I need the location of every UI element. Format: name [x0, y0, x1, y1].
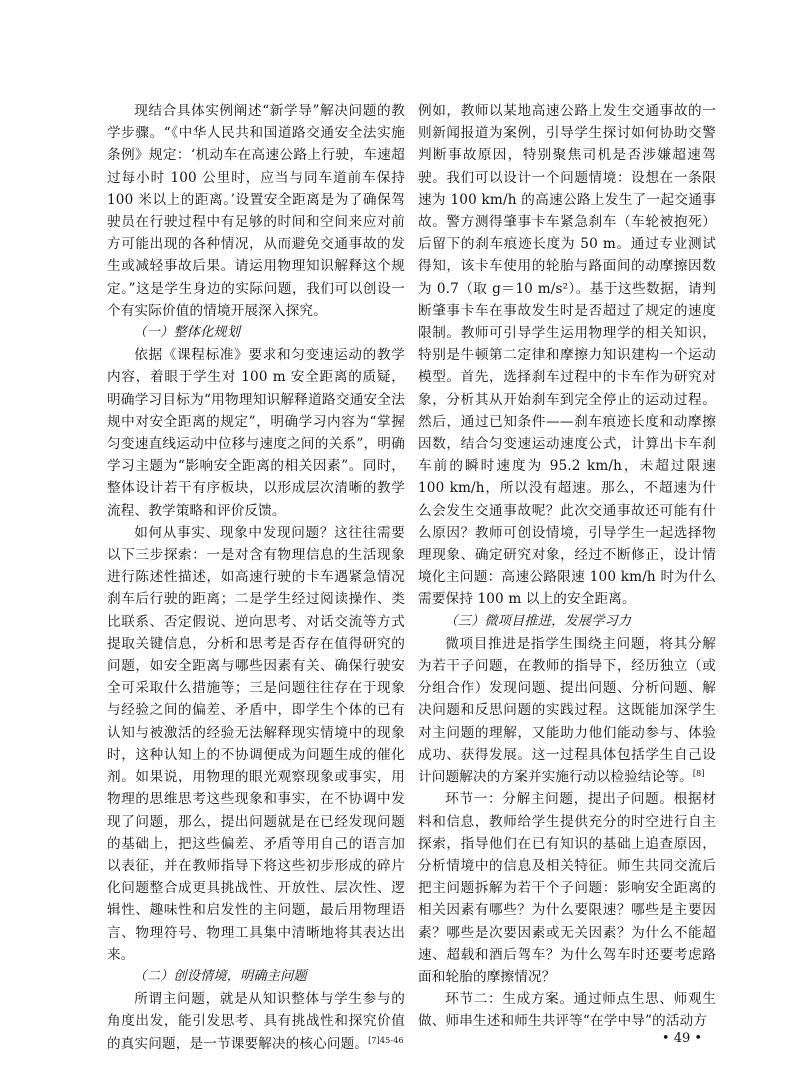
paragraph-example: 例如，教师以某地高速公路上发生交通事故的一则新闻报道为案例，引导学生探讨如何协助交警判断事故原因，特别聚焦司机是否涉嫌超速驾驶。我们可以设计一个问题情境：设想在一条限速为 100 km/h 的高速公路上发生了一起交通事故。警方测得肇事卡车紧急刹车（车轮被抱死）后留下的刹车痕迹长度为 50 m。通过专业测试得知，该卡车使用的轮胎与路面间的动摩擦因数为 0.7（取 g＝10 m/s²）。基于这些数据，请判断肇事卡车在事故发生时是否超过了规定的速度限制。教师可引导学生运用物理学的相关知识，特别是牛顿第二定律和摩擦力知识建构一个运动模型。首先，选择刹车过程中的卡车作为研究对象，分析其从开始刹车到完全停止的运动过程。然后，通过已知条件——刹车痕迹长度和动摩擦因数，结合匀变速运动速度公式，计算出卡车刹车前的瞬时速度为 95.2 km/h，未超过限速 100 km/h，所以没有超速。那么，不超速为什么会发生交通事故呢？此次交通事故还可能有什么原因？教师可创设情境，引导学生一起选择物理现象、确定研究对象，经过不断修正，设计情境化主问题：高速公路限速 100 km/h 时为什么需要保持 100 m 以上的安全距离。 — [418, 103, 716, 608]
right-column — [418, 100, 716, 1033]
paragraph-step-one: 环节一：分解主问题，提出子问题。根据材料和信息，教师给学生提供充分的时空进行自主探索，指导他们在已有知识的基础上追查原因，分析情境中的信息及相关特征。师生共同交流后把主问题拆解为若干个子问题：影响安全距离的相关因素有哪些？为什么要限速？哪些是主要因素？哪些是次要因素或无关因素？为什么不能超速、超载和酒后驾车？为什么驾车时还要考虑路面和轮胎的摩擦情况？ — [418, 791, 716, 985]
section-heading-1: （一）整体化规划 — [133, 325, 241, 341]
paragraph-step-two: 环节二：生成方案。通过师点生思、师观生做、师串生述和师生共评等“在学中导”的活动方 — [418, 991, 716, 1030]
section-heading-3: （三）微项目推进，发展学习力 — [444, 613, 632, 629]
main-question-text: 所谓主问题，就是从知识整体与学生参与的角度出发，能引发思考、具有挑战性和探究价值的真实问题，是一节课要解决的核心问题。 — [107, 991, 405, 1052]
micro-project-text: 微项目推进是指学生围绕主问题，将其分解为若干子问题，在教师的指导下，经历独立（或分组合作）发现问题、提出问题、分析问题、解决问题和反思问题的实践过程。这既能加深学生对主问题的理解，又能助力他们能动参与、体验成功、获得发展。这一过程具体包括学生自己设计问题解决的方案并实施行动以检验结论等。 — [418, 635, 716, 786]
citation-7: [7]45-46 — [368, 1035, 404, 1045]
page-number: • 49 • — [661, 1031, 703, 1046]
left-column — [107, 100, 405, 1055]
citation-8: [8] — [692, 769, 705, 779]
paragraph-micro-project — [418, 633, 716, 788]
paragraph-main-question — [107, 988, 405, 1055]
paragraph-intro: 现结合具体实例阐述“新学导”解决问题的教学步骤。“《中华人民共和国道路交通安全法实施条例》规定：‘机动车在高速公路上行驶，车速超过每小时 100 公里时，应当与同车道前车保持 100 米以上的距离。’设置安全距离是为了确保驾驶员在行驶过程中有足够的时间和空间来应对前方可能出现的各种情况，从而避免交通事故的发生或减轻事故后果。请运用物理知识解释这个规定。”这是学生身边的实际问题，我们可以创设一个有实际价值的情境开展深入探究。 — [107, 103, 405, 319]
section-heading-2: （二）创设情境，明确主问题 — [133, 968, 307, 984]
paragraph-discovery: 如何从事实、现象中发现问题？这往往需要以下三步探索：一是对含有物理信息的生活现象进行陈述性描述，如高速行驶的卡车遇紧急情况刹车后行驶的距离；二是学生经过阅读操作、类比联系、否定假说、逆向思考、对话交流等方式提取关键信息，分析和思考是否存在值得研究的问题，如安全距离与哪些因素有关、确保行驶安全可采取什么措施等；三是问题往往存在于现象与经验之间的偏差、矛盾中，即学生个体的已有认知与被激活的经验无法解释现实情境中的现象时，这种认知上的不协调便成为问题生成的催化剂。如果说，用物理的眼光观察现象或事实，用物理的思维思考这些现象和事实，在不协调中发现了问题，那么，提出问题就是在已经发现问题的基础上，把这些偏差、矛盾等用自己的语言加以表征，并在教师指导下将这些初步形成的碎片化问题整合成更具挑战性、开放性、层次性、逻辑性、趣味性和启发性的主问题，最后用物理语言、物理符号、物理工具集中清晰地将其表达出来。 — [107, 524, 405, 963]
paragraph-planning: 依据《课程标准》要求和匀变速运动的教学内容，着眼于学生对 100 m 安全距离的质疑，明确学习目标为“用物理知识解释道路交通安全法规中对安全距离的规定”，明确学习内容为“掌握匀变速直线运动中位移与速度之间的关系”，明确学习主题为“影响安全距离的相关因素”。同时，整体设计若干有序板块，以形成层次清晰的教学流程、教学策略和评价反馈。 — [107, 347, 405, 519]
